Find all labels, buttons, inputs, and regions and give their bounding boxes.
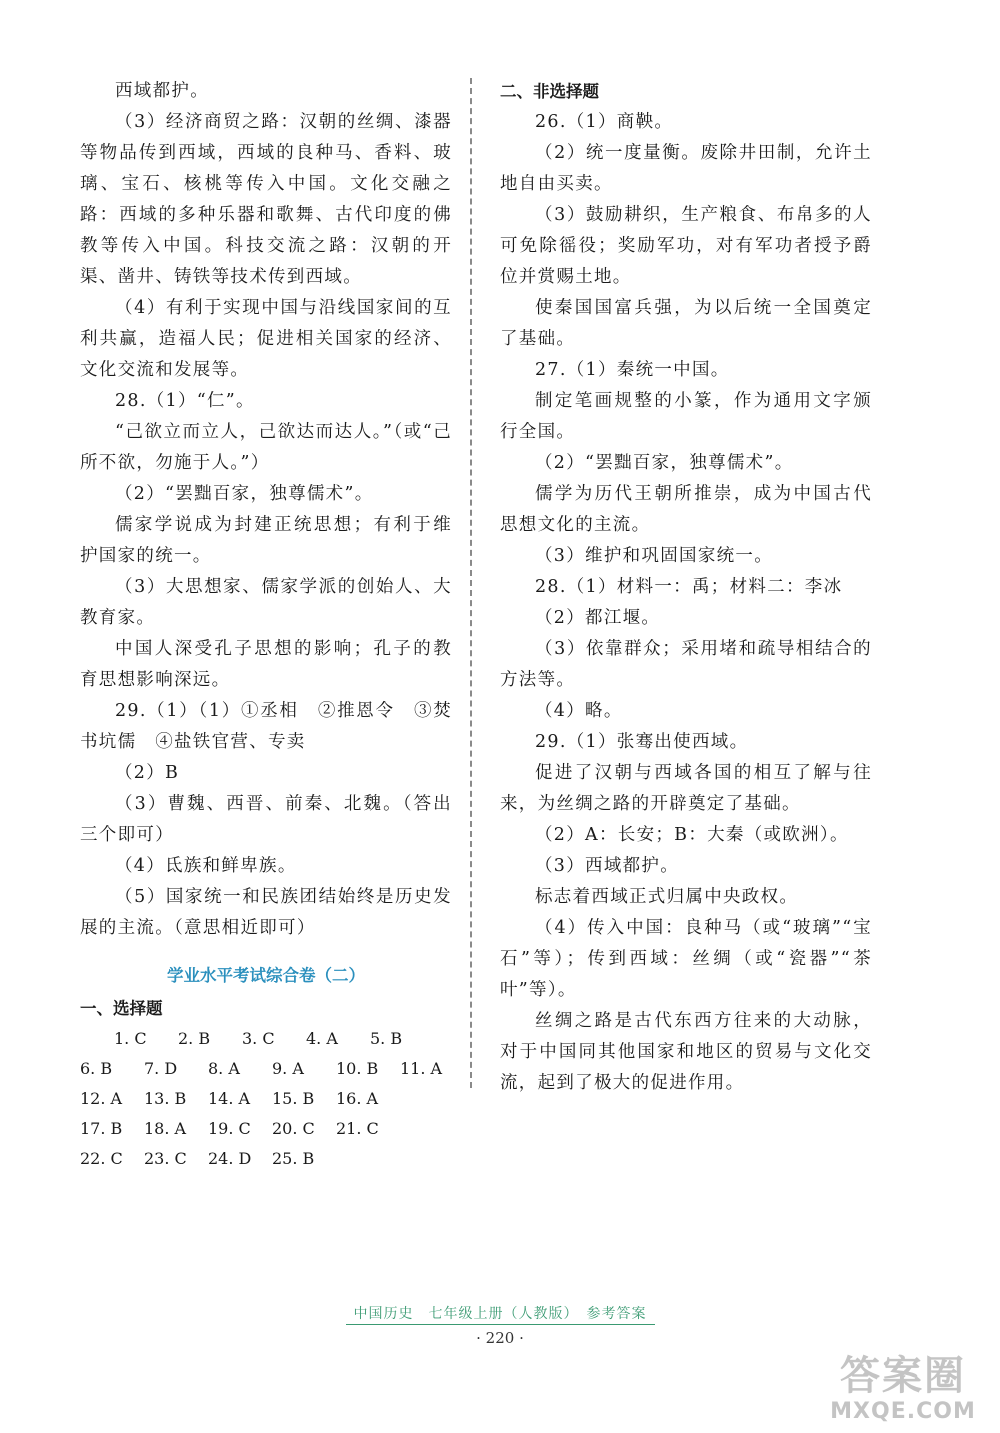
choice-answer-row xyxy=(80,1144,452,1174)
choice-answer: 9. A xyxy=(272,1059,304,1078)
choice-answer: 20. C xyxy=(272,1119,315,1138)
left-column xyxy=(80,76,452,1174)
answer-paragraph: （3）维护和巩固国家统一。 xyxy=(535,546,774,566)
choice-answer: 12. A xyxy=(80,1089,123,1108)
choice-answer: 6. B xyxy=(80,1059,113,1078)
answer-paragraph: 29.（1）张骞出使西域。 xyxy=(535,732,749,752)
answer-paragraph: （2）都江堰。 xyxy=(535,608,661,628)
choice-answer: 21. C xyxy=(336,1119,379,1138)
answer-paragraph: 28.（1）“仁”。 xyxy=(115,391,255,411)
choice-answer-row xyxy=(80,1024,452,1054)
answer-paragraph: 丝绸之路是古代东西方往来的大动脉，对于中国同其他国家和地区的贸易与文化交流，起到了极大的促进作用。 xyxy=(500,1011,872,1093)
choice-answer: 23. C xyxy=(144,1149,187,1168)
choice-answer: 1. C xyxy=(114,1029,147,1048)
answer-paragraph: （2）“罢黜百家，独尊儒术”。 xyxy=(115,484,374,504)
watermark-logo xyxy=(828,1353,978,1425)
right-answer-text xyxy=(500,107,872,1099)
answer-paragraph: “己欲立而立人，己欲达而达人。”（或“己所不欲，勿施于人。”） xyxy=(80,422,452,473)
answer-paragraph: 制定笔画规整的小篆，作为通用文字颁行全国。 xyxy=(500,391,872,442)
choice-answer: 13. B xyxy=(144,1089,187,1108)
choice-answer: 2. B xyxy=(178,1029,211,1048)
answer-paragraph: （4）氐族和鲜卑族。 xyxy=(115,856,297,876)
choice-answer: 7. D xyxy=(144,1059,178,1078)
choice-answer: 15. B xyxy=(272,1089,315,1108)
choice-answer-grid xyxy=(80,1024,452,1174)
column-divider xyxy=(470,78,472,1088)
choice-answer: 14. A xyxy=(208,1089,251,1108)
answer-paragraph: （2）B xyxy=(115,763,180,783)
answer-paragraph: （5）国家统一和民族团结始终是历史发展的主流。（意思相近即可） xyxy=(80,887,452,938)
left-answer-text xyxy=(80,76,452,944)
answer-paragraph: （4）传入中国：良种马（或“玻璃”“宝石”等）；传到西域：丝绸（或“瓷器”“茶叶”等）。 xyxy=(500,918,872,1000)
answer-paragraph: （4）有利于实现中国与沿线国家间的互利共赢，造福人民；促进相关国家的经济、文化交流和发展等。 xyxy=(80,298,452,380)
non-choice-heading: 二、非选择题 xyxy=(500,82,599,101)
choice-answer: 4. A xyxy=(306,1029,338,1048)
answer-paragraph: （2）A：长安；B：大秦（或欧洲）。 xyxy=(535,825,849,845)
choice-answer: 17. B xyxy=(80,1119,123,1138)
answer-paragraph: 儒学为历代王朝所推崇，成为中国古代思想文化的主流。 xyxy=(500,484,872,535)
answer-paragraph: 使秦国国富兵强，为以后统一全国奠定了基础。 xyxy=(500,298,872,349)
answer-paragraph: （3）曹魏、西晋、前秦、北魏。（答出三个即可） xyxy=(80,794,452,845)
choice-answer: 24. D xyxy=(208,1149,252,1168)
choice-answer: 8. A xyxy=(208,1059,240,1078)
answer-paragraph: （3）鼓励耕织，生产粮食、布帛多的人可免除徭役；奖励军功，对有军功者授予爵位并赏赐土地。 xyxy=(500,205,872,287)
answer-paragraph: （2）统一度量衡。废除井田制，允许土地自由买卖。 xyxy=(500,143,872,194)
choice-answer: 11. A xyxy=(400,1059,443,1078)
answer-paragraph: 促进了汉朝与西域各国的相互了解与往来，为丝绸之路的开辟奠定了基础。 xyxy=(500,763,872,814)
section-title: 学业水平考试综合卷（二） xyxy=(167,966,365,985)
answer-paragraph: 28.（1）材料一：禹；材料二：李冰 xyxy=(535,577,843,597)
answer-paragraph: （3）依靠群众；采用堵和疏导相结合的方法等。 xyxy=(500,639,872,690)
answer-paragraph: （3）经济商贸之路：汉朝的丝绸、漆器等物品传到西域，西域的良种马、香料、玻璃、宝石、核桃等传入中国。文化交融之路：西域的多种乐器和歌舞、古代印度的佛教等传入中国。科技交流之路：汉朝的开渠、凿井、铸铁等技术传到西域。 xyxy=(80,112,452,287)
footer-book-title: 中国历史 七年级上册（人教版） 参考答案 xyxy=(346,1303,655,1325)
answer-paragraph: 儒家学说成为封建正统思想；有利于维护国家的统一。 xyxy=(80,515,452,566)
choice-answer: 25. B xyxy=(272,1149,315,1168)
answer-paragraph: 29.（1）（1）①丞相 ②推恩令 ③焚书坑儒 ④盐铁官营、专卖 xyxy=(80,701,452,752)
answer-paragraph: 西域都护。 xyxy=(115,81,209,101)
answer-paragraph: （2）“罢黜百家，独尊儒术”。 xyxy=(535,453,794,473)
watermark-url: MXQE.COM xyxy=(830,1399,976,1424)
right-column xyxy=(500,76,872,1099)
choice-answer: 16. A xyxy=(336,1089,379,1108)
page-footer xyxy=(0,1303,1000,1347)
choice-heading: 一、选择题 xyxy=(80,999,163,1018)
choice-answer: 10. B xyxy=(336,1059,379,1078)
answer-paragraph: 中国人深受孔子思想的影响；孔子的教育思想影响深远。 xyxy=(80,639,452,690)
watermark-logo-text: 答案圈 xyxy=(840,1353,966,1399)
choice-answer-row xyxy=(80,1114,452,1144)
page-number: · 220 · xyxy=(476,1329,524,1347)
answer-paragraph: （3）大思想家、儒家学派的创始人、大教育家。 xyxy=(80,577,452,628)
choice-answer-row xyxy=(80,1054,452,1084)
answer-paragraph: 26.（1）商鞅。 xyxy=(535,112,674,132)
answer-paragraph: （4）略。 xyxy=(535,701,623,721)
choice-answer: 18. A xyxy=(144,1119,187,1138)
answer-paragraph: （3）西域都护。 xyxy=(535,856,680,876)
answer-paragraph: 27.（1）秦统一中国。 xyxy=(535,360,730,380)
answer-paragraph: 标志着西域正式归属中央政权。 xyxy=(535,887,799,907)
choice-answer: 3. C xyxy=(242,1029,275,1048)
choice-answer: 5. B xyxy=(370,1029,403,1048)
choice-answer: 22. C xyxy=(80,1149,123,1168)
choice-answer: 19. C xyxy=(208,1119,251,1138)
choice-answer-row xyxy=(80,1084,452,1114)
